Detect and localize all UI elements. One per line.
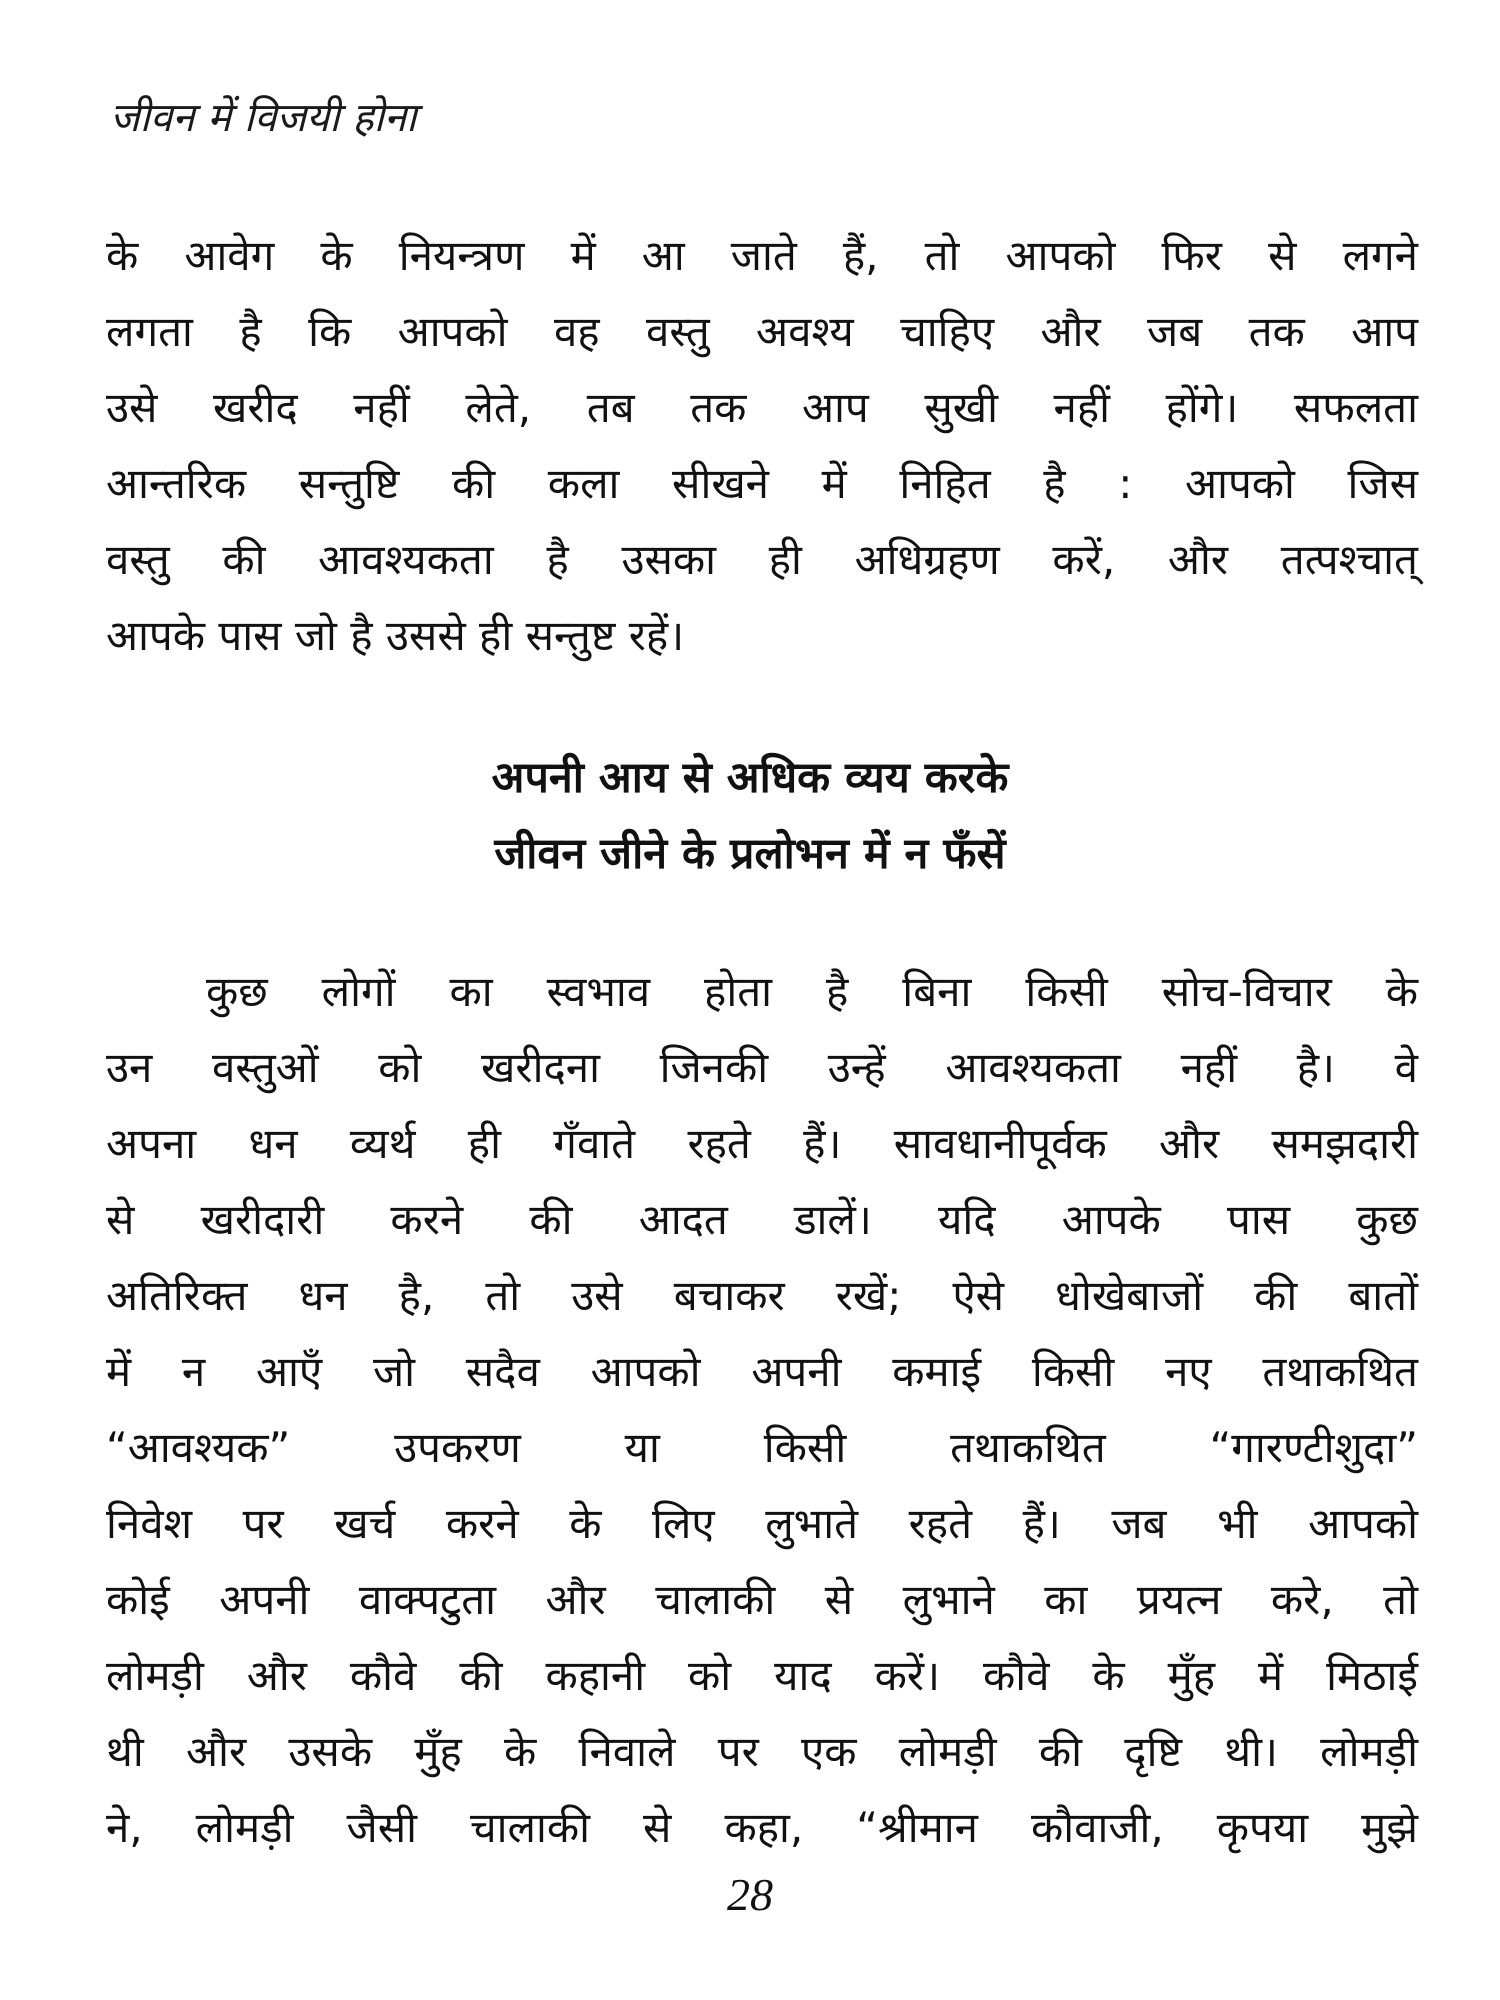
text-line: कुछ लोगों का स्वभाव होता है बिना किसी सोच-विचार के bbox=[206, 967, 1418, 1016]
text-line: “आवश्यक” उपकरण या किसी तथाकथित “गारण्टीशुदा” bbox=[106, 1423, 1418, 1472]
text-line: लोमड़ी और कौवे की कहानी को याद करें। कौवे के मुँह में मिठाई bbox=[106, 1651, 1418, 1700]
page-number: 28 bbox=[727, 1869, 773, 1920]
text-line: लगता है कि आपको वह वस्तु अवश्य चाहिए और जब तक आप bbox=[106, 307, 1418, 356]
text-line: ने, लोमड़ी जैसी चालाकी से कहा, “श्रीमान कौवाजी, कृपया मुझे bbox=[106, 1803, 1418, 1852]
paragraph-main bbox=[106, 954, 1418, 1866]
text-line: उन वस्तुओं को खरीदना जिनकी उन्हें आवश्यकता नहीं है। वे bbox=[106, 1043, 1418, 1092]
running-header: जीवन में विजयी होना bbox=[110, 95, 417, 141]
section-heading-line-1: अपनी आय से अधिक व्यय करके bbox=[491, 753, 1009, 803]
text-line: उसे खरीद नहीं लेते, तब तक आप सुखी नहीं होंगे। सफलता bbox=[106, 383, 1418, 432]
text-line: के आवेग के नियन्त्रण में आ जाते हैं, तो आपको फिर से लगने bbox=[106, 231, 1418, 280]
text-line: आन्तरिक सन्तुष्टि की कला सीखने में निहित है : आपको जिस bbox=[106, 459, 1418, 508]
section-heading-line-2: जीवन जीने के प्रलोभन में न फँसें bbox=[494, 829, 1006, 879]
text-line: अतिरिक्त धन है, तो उसे बचाकर रखें; ऐसे धोखेबाजों की बातों bbox=[106, 1271, 1418, 1320]
text-line: अपना धन व्यर्थ ही गँवाते रहते हैं। सावधानीपूर्वक और समझदारी bbox=[106, 1119, 1418, 1168]
paragraph-continued bbox=[106, 218, 1418, 674]
text-line: से खरीदारी करने की आदत डालें। यदि आपके पास कुछ bbox=[106, 1195, 1418, 1244]
text-line: थी और उसके मुँह के निवाले पर एक लोमड़ी की दृष्टि थी। लोमड़ी bbox=[106, 1727, 1418, 1776]
text-line: में न आएँ जो सदैव आपको अपनी कमाई किसी नए तथाकथित bbox=[106, 1347, 1418, 1396]
text-line: आपके पास जो है उससे ही सन्तुष्ट रहें। bbox=[106, 611, 685, 660]
text-line: वस्तु की आवश्यकता है उसका ही अधिग्रहण करें, और तत्पश्चात् bbox=[106, 535, 1418, 584]
text-line: कोई अपनी वाक्पटुता और चालाकी से लुभाने का प्रयत्न करे, तो bbox=[106, 1575, 1418, 1624]
text-line: निवेश पर खर्च करने के लिए लुभाते रहते हैं। जब भी आपको bbox=[106, 1499, 1418, 1548]
